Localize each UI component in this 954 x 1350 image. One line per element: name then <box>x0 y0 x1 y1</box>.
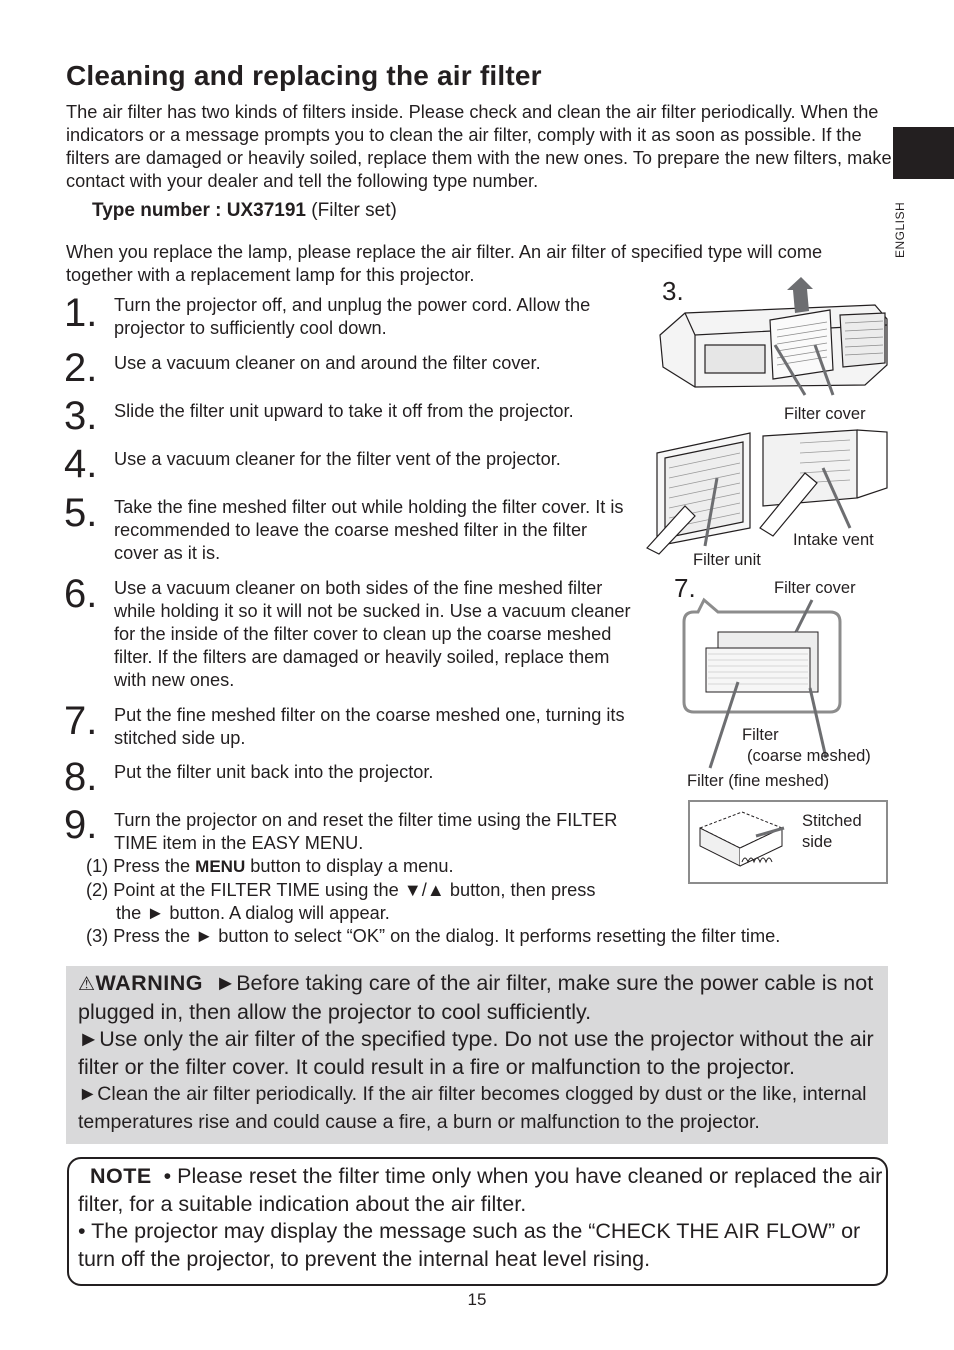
label-stitched: Stitched side <box>802 812 862 851</box>
type-number-line <box>92 200 397 222</box>
label-filter-cover-7: Filter cover <box>774 579 856 597</box>
type-number-label: Type number : UX37191 <box>92 200 307 221</box>
label-filter-unit: Filter unit <box>693 551 761 569</box>
page-number: 15 <box>467 1290 487 1309</box>
note-paragraph: • The projector may display the message such as the “CHECK THE AIR FLOW” or turn off the projector, to prevent the internal heat level rising. <box>78 1219 861 1271</box>
warning-text: ⚠WARNING ►Before taking care of the air filter, make sure the power cable is not plugged in, then allow the projector to cool sufficiently. ►Use only the air filter of the specified type. Do not use the projector without the air filter or the filter cover. It could result in a fire or malfunction to the projector. ►Clean the air filter periodically. If the air filter becomes clogged by dust or the like, internal temperatures rise and could cause a fire, a burn or malfunction to the projector. <box>78 970 883 1136</box>
label-filter-cover-top: Filter cover <box>784 405 866 423</box>
step-text: Slide the filter unit upward to take it off from the projector. <box>114 401 574 421</box>
warning-icon: ⚠ <box>78 974 96 995</box>
label-filter-coarse-sub: (coarse meshed) <box>747 747 871 765</box>
step-text: Put the fine meshed filter on the coarse meshed one, turning its stitched side up. <box>114 705 625 748</box>
intro-paragraph: The air filter has two kinds of filters inside. Please check and clean the air filter periodically. When the indicators or a message prompts you to clean the air filter, comply with it as soon as possible. If the filters are damaged or heavily soiled, replace them with the new ones. To prepare the new filters, make contact with your dealer and tell the following type number. <box>66 102 892 191</box>
label-filter-coarse: Filter <box>742 726 779 744</box>
substep-1: (1) Press the MENU button to display a menu. <box>86 856 454 876</box>
label-intake-vent: Intake vent <box>793 531 874 549</box>
step-number: 2. <box>64 346 98 390</box>
note-text: NOTE • Please reset the filter time only when you have cleaned or replaced the air filter, for a suitable indication about the air filter. • The projector may display the message such as the “CHECK THE AIR FLOW” or turn off the projector, to prevent the internal heat level rising. <box>78 1163 883 1273</box>
step-text: Take the fine meshed filter out while holding the filter cover. It is recommended to leave the coarse meshed filter in the filter cover as it is. <box>114 497 624 563</box>
step-number: 4. <box>64 442 98 486</box>
page-title: Cleaning and replacing the air filter <box>66 60 542 91</box>
step-text: Use a vacuum cleaner for the filter vent of the projector. <box>114 449 561 469</box>
step-text: Use a vacuum cleaner on both sides of the fine meshed filter while holding it so it will not be sucked in. Use a vacuum cleaner for the inside of the filter cover to clean up the coarse meshed filter. If the filters are damaged or heavily soiled, replace them with new ones. <box>114 578 631 690</box>
stitched-filter-icon <box>696 810 786 872</box>
step-number: 5. <box>64 491 98 535</box>
figure-7-number: 7. <box>674 573 696 603</box>
warning-paragraph: ►Clean the air filter periodically. If the air filter becomes clogged by dust or the like, internal temperatures rise and could cause a fire, a burn or malfunction to the projector. <box>78 1083 867 1133</box>
figure-3-number: 3. <box>662 276 684 306</box>
label-filter-fine: Filter (fine meshed) <box>687 772 830 790</box>
step-number: 7. <box>64 699 98 743</box>
substep-3: (3) Press the ► button to select “OK” on the dialog. It performs resetting the filter time. <box>86 926 781 946</box>
note-label: NOTE <box>89 1164 152 1188</box>
menu-button-label: MENU <box>195 857 246 876</box>
step-text: Use a vacuum cleaner on and around the filter cover. <box>114 353 541 373</box>
lamp-note: When you replace the lamp, please replace the air filter. An air filter of specified type will come together with a replacement lamp for this projector. <box>66 242 823 285</box>
warning-paragraph: ►Use only the air filter of the specified type. Do not use the projector without the air filter or the filter cover. It could result in a fire or malfunction to the projector. <box>78 1027 874 1079</box>
step-number: 9. <box>64 803 98 847</box>
step-number: 8. <box>64 755 98 799</box>
step-text: Turn the projector on and reset the filter time using the FILTER TIME item in the EASY MENU. <box>114 810 618 853</box>
substep-2: (2) Point at the FILTER TIME using the ▼/▲ button, then press <box>86 880 596 900</box>
language-tab <box>893 127 954 179</box>
step-text: Put the filter unit back into the projector. <box>114 762 434 782</box>
warning-label: ⚠WARNING <box>78 971 203 995</box>
step-text: Turn the projector off, and unplug the power cord. Allow the projector to sufficiently cool down. <box>114 295 591 338</box>
substep-2-cont: the ► button. A dialog will appear. <box>116 903 390 923</box>
step-number: 6. <box>64 572 98 616</box>
step-number: 1. <box>64 291 98 335</box>
type-number-suffix: (Filter set) <box>306 200 397 221</box>
language-tab-label: ENGLISH <box>893 201 907 258</box>
step-number: 3. <box>64 394 98 438</box>
